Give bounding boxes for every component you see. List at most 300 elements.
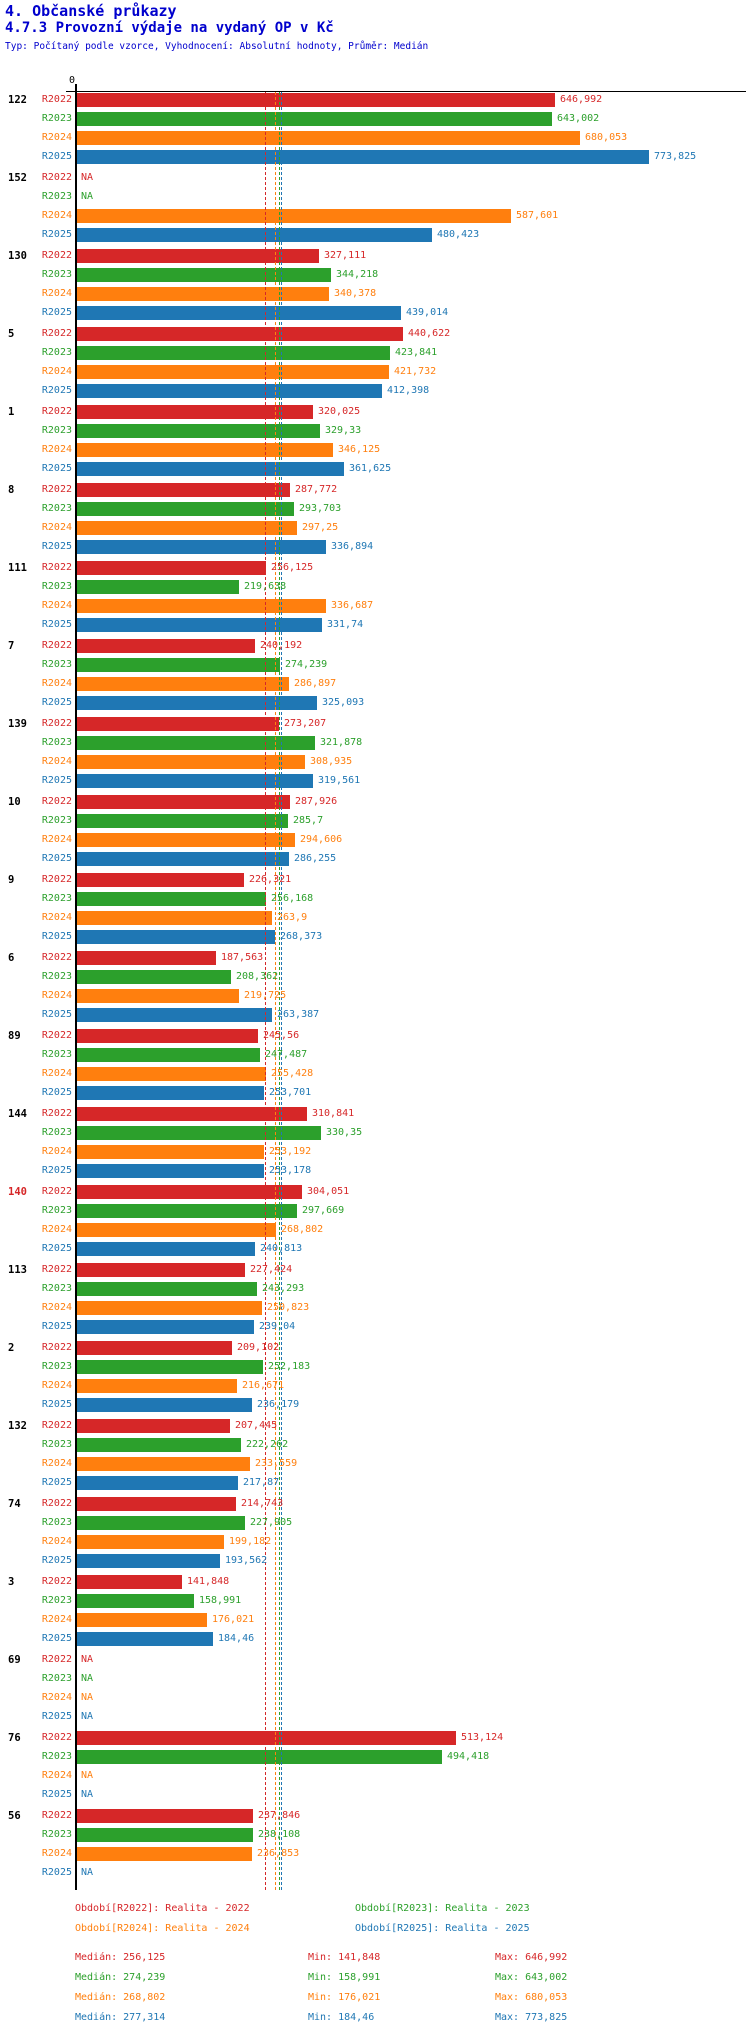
bar-value-label: 236,853 — [257, 1848, 300, 1859]
series-row-label: R2025 — [41, 307, 72, 318]
bar — [77, 1497, 236, 1511]
series-row-label: R2024 — [41, 756, 72, 767]
bar-value-label: 286,897 — [294, 678, 337, 689]
bar — [77, 1554, 220, 1568]
bar-value-label: 336,894 — [331, 541, 374, 552]
bar-value-label: 308,935 — [310, 756, 353, 767]
bar-value-label: 237,846 — [258, 1810, 301, 1821]
bar-value-label: 285,7 — [293, 815, 324, 826]
bar — [77, 561, 266, 575]
bar — [77, 209, 511, 223]
bar-value-label: 643,002 — [557, 113, 600, 124]
bar-value-label: 297,25 — [302, 522, 339, 533]
bar — [77, 1750, 442, 1764]
bar-value-label: 273,207 — [284, 718, 327, 729]
bar — [77, 483, 290, 497]
bar-value-label: 287,772 — [295, 484, 338, 495]
bar — [77, 1457, 250, 1471]
bar-value-label: 287,926 — [295, 796, 338, 807]
series-row-label: R2024 — [41, 1536, 72, 1547]
stat-min: Min: 176,021 — [308, 1992, 381, 2003]
series-row-label: R2023 — [41, 1127, 72, 1138]
bar-value-label: 243,293 — [262, 1283, 305, 1294]
bar — [77, 1360, 263, 1374]
series-row-label: R2024 — [41, 1224, 72, 1235]
bar-value-label: 256,125 — [271, 562, 314, 573]
series-row-label: R2023 — [41, 191, 72, 202]
na-label: NA — [81, 1770, 94, 1781]
bar — [77, 1828, 253, 1842]
series-row-label: R2022 — [41, 484, 72, 495]
bar — [77, 1067, 266, 1081]
series-row-label: R2022 — [41, 1732, 72, 1743]
series-row-label: R2022 — [41, 1498, 72, 1509]
series-row-label: R2025 — [41, 463, 72, 474]
series-row-label: R2025 — [41, 1009, 72, 1020]
bar — [77, 268, 331, 282]
bar — [77, 1301, 262, 1315]
bar-value-label: 346,125 — [338, 444, 381, 455]
series-row-label: R2024 — [41, 522, 72, 533]
stat-max: Max: 643,002 — [495, 1972, 568, 1983]
series-row-label: R2023 — [41, 1673, 72, 1684]
series-row-label: R2025 — [41, 697, 72, 708]
bar-value-label: 184,46 — [218, 1633, 255, 1644]
bar-value-label: 256,168 — [271, 893, 314, 904]
category-label: 76 — [8, 1732, 21, 1744]
bar — [77, 405, 313, 419]
bar — [77, 1223, 276, 1237]
bar-value-label: 320,025 — [318, 406, 361, 417]
bar — [77, 1029, 258, 1043]
bar-value-label: 187,563 — [221, 952, 264, 963]
bar-value-label: 253,701 — [269, 1087, 312, 1098]
bar-value-label: 325,093 — [322, 697, 365, 708]
legend-item: Období[R2025]: Realita - 2025 — [355, 1923, 530, 1934]
bar — [77, 287, 329, 301]
bar — [77, 1398, 252, 1412]
stat-min: Min: 141,848 — [308, 1952, 381, 1963]
series-row-label: R2024 — [41, 912, 72, 923]
series-row-label: R2025 — [41, 541, 72, 552]
series-row-label: R2022 — [41, 718, 72, 729]
bar — [77, 1341, 232, 1355]
bar — [77, 462, 344, 476]
bar-value-label: 263,387 — [277, 1009, 320, 1020]
category-label: 69 — [8, 1654, 21, 1666]
series-row-label: R2024 — [41, 678, 72, 689]
x-axis-line — [66, 91, 746, 92]
bar — [77, 833, 295, 847]
stat-median: Medián: 256,125 — [75, 1952, 166, 1963]
series-row-label: R2024 — [41, 990, 72, 1001]
bar-value-label: 421,732 — [394, 366, 437, 377]
series-row-label: R2025 — [41, 775, 72, 786]
category-label: 56 — [8, 1810, 21, 1822]
stat-min: Min: 158,991 — [308, 1972, 381, 1983]
legend-item: Období[R2022]: Realita - 2022 — [75, 1903, 250, 1914]
series-row-label: R2025 — [41, 151, 72, 162]
bar-value-label: 439,014 — [406, 307, 449, 318]
series-row-label: R2025 — [41, 1477, 72, 1488]
bar-value-label: 207,445 — [235, 1420, 278, 1431]
bar-value-label: 773,825 — [654, 151, 697, 162]
series-row-label: R2025 — [41, 619, 72, 630]
bar-value-label: 245,56 — [263, 1030, 300, 1041]
bar-value-label: 216,671 — [242, 1380, 285, 1391]
na-label: NA — [81, 191, 94, 202]
na-label: NA — [81, 1867, 94, 1878]
bar — [77, 1476, 238, 1490]
series-row-label: R2023 — [41, 1517, 72, 1528]
bar-value-label: 239,04 — [259, 1321, 296, 1332]
na-label: NA — [81, 1789, 94, 1800]
series-row-label: R2022 — [41, 1108, 72, 1119]
bar-value-label: 227,905 — [250, 1517, 293, 1528]
na-label: NA — [81, 172, 94, 183]
bar-value-label: 361,625 — [349, 463, 392, 474]
series-row-label: R2025 — [41, 931, 72, 942]
bar-value-label: 297,669 — [302, 1205, 345, 1216]
bar — [77, 1107, 307, 1121]
series-row-label: R2024 — [41, 1614, 72, 1625]
bar-value-label: 250,823 — [267, 1302, 310, 1313]
series-row-label: R2024 — [41, 444, 72, 455]
stat-max: Max: 646,992 — [495, 1952, 568, 1963]
bar-value-label: 286,255 — [294, 853, 337, 864]
category-label: 7 — [8, 640, 15, 652]
bar — [77, 677, 289, 691]
category-label: 130 — [8, 250, 27, 262]
bar — [77, 717, 279, 731]
bar — [77, 1438, 241, 1452]
bar — [77, 1242, 255, 1256]
bar — [77, 639, 255, 653]
na-label: NA — [81, 1711, 94, 1722]
bar-value-label: 222,262 — [246, 1439, 289, 1450]
bar — [77, 93, 555, 107]
bar — [77, 346, 390, 360]
x-axis-zero-label: 0 — [69, 75, 76, 86]
series-row-label: R2022 — [41, 1654, 72, 1665]
category-label: 144 — [8, 1108, 27, 1120]
series-row-label: R2025 — [41, 1867, 72, 1878]
bar — [77, 150, 649, 164]
series-row-label: R2025 — [41, 1321, 72, 1332]
bar — [77, 1282, 257, 1296]
na-label: NA — [81, 1673, 94, 1684]
series-row-label: R2023 — [41, 581, 72, 592]
bar-value-label: 310,841 — [312, 1108, 355, 1119]
category-label: 74 — [8, 1498, 21, 1510]
series-row-label: R2025 — [41, 1555, 72, 1566]
bar-value-label: 263,9 — [277, 912, 308, 923]
bar — [77, 873, 244, 887]
bar — [77, 1516, 245, 1530]
bar-value-label: 304,051 — [307, 1186, 350, 1197]
bar — [77, 443, 333, 457]
bar-value-label: 412,398 — [387, 385, 430, 396]
category-label: 113 — [8, 1264, 27, 1276]
bar — [77, 618, 322, 632]
page-title: 4.7.3 Provozní výdaje na vydaný OP v Kč — [5, 20, 334, 36]
series-row-label: R2023 — [41, 1049, 72, 1060]
bar — [77, 365, 389, 379]
bar-value-label: 255,428 — [271, 1068, 314, 1079]
bar-value-label: 141,848 — [187, 1576, 230, 1587]
series-row-label: R2022 — [41, 172, 72, 183]
bar-value-label: 199,182 — [229, 1536, 272, 1547]
series-row-label: R2022 — [41, 1810, 72, 1821]
category-label: 6 — [8, 952, 15, 964]
bar — [77, 852, 289, 866]
category-label: 152 — [8, 172, 27, 184]
bar-value-label: 480,423 — [437, 229, 480, 240]
bar — [77, 580, 239, 594]
bar — [77, 755, 305, 769]
series-row-label: R2022 — [41, 250, 72, 261]
stat-median: Medián: 268,802 — [75, 1992, 166, 2003]
series-row-label: R2023 — [41, 113, 72, 124]
bar — [77, 1126, 321, 1140]
series-row-label: R2022 — [41, 562, 72, 573]
bar — [77, 249, 319, 263]
bar-value-label: 240,192 — [260, 640, 303, 651]
bar-value-label: 219,725 — [244, 990, 287, 1001]
stat-median: Medián: 274,239 — [75, 1972, 166, 1983]
bar-value-label: 226,321 — [249, 874, 292, 885]
series-row-label: R2024 — [41, 1380, 72, 1391]
series-row-label: R2023 — [41, 1205, 72, 1216]
bar-value-label: 331,74 — [327, 619, 364, 630]
bar — [77, 112, 552, 126]
bar — [77, 1613, 207, 1627]
series-row-label: R2025 — [41, 385, 72, 396]
bar-value-label: 233,559 — [255, 1458, 298, 1469]
stat-max: Max: 680,053 — [495, 1992, 568, 2003]
bar — [77, 502, 294, 516]
series-row-label: R2025 — [41, 1399, 72, 1410]
bar — [77, 1809, 253, 1823]
bar-value-label: 227,424 — [250, 1264, 293, 1275]
na-label: NA — [81, 1692, 94, 1703]
bar-value-label: 646,992 — [560, 94, 603, 105]
series-row-label: R2023 — [41, 1751, 72, 1762]
category-label: 5 — [8, 328, 15, 340]
bar-value-label: 336,687 — [331, 600, 374, 611]
bar-value-label: 440,622 — [408, 328, 451, 339]
bar-value-label: 247,487 — [265, 1049, 308, 1060]
category-label: 140 — [8, 1186, 27, 1198]
bar — [77, 970, 231, 984]
series-row-label: R2022 — [41, 796, 72, 807]
bar-value-label: 240,813 — [260, 1243, 303, 1254]
series-row-label: R2024 — [41, 288, 72, 299]
series-row-label: R2023 — [41, 659, 72, 670]
series-row-label: R2023 — [41, 893, 72, 904]
series-row-label: R2023 — [41, 971, 72, 982]
series-row-label: R2023 — [41, 269, 72, 280]
category-label: 132 — [8, 1420, 27, 1432]
bar — [77, 1048, 260, 1062]
bar-value-label: 494,418 — [447, 1751, 490, 1762]
series-row-label: R2025 — [41, 1087, 72, 1098]
bar — [77, 306, 401, 320]
series-row-label: R2024 — [41, 366, 72, 377]
series-row-label: R2024 — [41, 1458, 72, 1469]
bar-value-label: 253,178 — [269, 1165, 312, 1176]
bar-value-label: 236,179 — [257, 1399, 300, 1410]
series-row-label: R2025 — [41, 1711, 72, 1722]
series-row-label: R2025 — [41, 229, 72, 240]
bar — [77, 1847, 252, 1861]
bar-value-label: 329,33 — [325, 425, 362, 436]
category-label: 9 — [8, 874, 15, 886]
chart-meta-line: Typ: Počítaný podle vzorce, Vyhodnocení: Absolutní hodnoty, Průměr: Medián — [5, 41, 429, 52]
bar — [77, 131, 580, 145]
stat-min: Min: 184,46 — [308, 2012, 375, 2023]
series-row-label: R2022 — [41, 640, 72, 651]
bar — [77, 1594, 194, 1608]
bar — [77, 989, 239, 1003]
bar — [77, 1204, 297, 1218]
bar — [77, 1320, 254, 1334]
series-row-label: R2024 — [41, 210, 72, 221]
bar-value-label: 238,108 — [258, 1829, 301, 1840]
bar — [77, 1263, 245, 1277]
bar-value-label: 327,111 — [324, 250, 367, 261]
category-label: 10 — [8, 796, 21, 808]
bar — [77, 424, 320, 438]
bar — [77, 599, 326, 613]
bar — [77, 1145, 264, 1159]
series-row-label: R2024 — [41, 834, 72, 845]
bar-value-label: 217,87 — [243, 1477, 280, 1488]
bar — [77, 1086, 264, 1100]
series-row-label: R2022 — [41, 406, 72, 417]
bar — [77, 1185, 302, 1199]
series-row-label: R2023 — [41, 1361, 72, 1372]
series-row-label: R2024 — [41, 1068, 72, 1079]
bar-value-label: 193,562 — [225, 1555, 268, 1566]
bar-value-label: 587,601 — [516, 210, 559, 221]
bar-value-label: 319,561 — [318, 775, 361, 786]
bar-value-label: 252,183 — [268, 1361, 311, 1372]
series-row-label: R2022 — [41, 94, 72, 105]
series-row-label: R2022 — [41, 1342, 72, 1353]
bar — [77, 540, 326, 554]
series-row-label: R2024 — [41, 1692, 72, 1703]
bar-value-label: 268,802 — [281, 1224, 324, 1235]
series-row-label: R2024 — [41, 1146, 72, 1157]
category-label: 111 — [8, 562, 27, 574]
category-label: 8 — [8, 484, 15, 496]
bar-value-label: 680,053 — [585, 132, 628, 143]
bar-value-label: 208,362 — [236, 971, 279, 982]
stat-median: Medián: 277,314 — [75, 2012, 166, 2023]
series-row-label: R2023 — [41, 1829, 72, 1840]
bar — [77, 911, 272, 925]
series-row-label: R2024 — [41, 132, 72, 143]
bar — [77, 521, 297, 535]
category-label: 1 — [8, 406, 15, 418]
series-row-label: R2023 — [41, 1439, 72, 1450]
bar — [77, 930, 275, 944]
stat-max: Max: 773,825 — [495, 2012, 568, 2023]
series-row-label: R2022 — [41, 1420, 72, 1431]
bar — [77, 327, 403, 341]
series-row-label: R2025 — [41, 1633, 72, 1644]
bar-value-label: 294,606 — [300, 834, 343, 845]
category-label: 89 — [8, 1030, 21, 1042]
bar — [77, 1008, 272, 1022]
series-row-label: R2022 — [41, 874, 72, 885]
series-row-label: R2024 — [41, 1848, 72, 1859]
bar — [77, 1164, 264, 1178]
series-row-label: R2024 — [41, 600, 72, 611]
category-label: 122 — [8, 94, 27, 106]
bar-value-label: 513,124 — [461, 1732, 504, 1743]
bar-value-label: 214,743 — [241, 1498, 284, 1509]
series-row-label: R2022 — [41, 1264, 72, 1275]
bar-value-label: 321,878 — [320, 737, 363, 748]
series-row-label: R2022 — [41, 1576, 72, 1587]
bar — [77, 1535, 224, 1549]
bar — [77, 892, 266, 906]
bar-value-label: 274,239 — [285, 659, 328, 670]
bar-value-label: 176,021 — [212, 1614, 255, 1625]
bar — [77, 795, 290, 809]
category-label: 2 — [8, 1342, 15, 1354]
series-row-label: R2024 — [41, 1770, 72, 1781]
bar-value-label: 344,218 — [336, 269, 379, 280]
section-heading: 4. Občanské průkazy — [5, 2, 177, 20]
bar — [77, 1632, 213, 1646]
bar-value-label: 330,35 — [326, 1127, 363, 1138]
bar — [77, 1575, 182, 1589]
series-row-label: R2022 — [41, 1186, 72, 1197]
bar-value-label: 253,192 — [269, 1146, 312, 1157]
series-row-label: R2024 — [41, 1302, 72, 1313]
bar-value-label: 209,102 — [237, 1342, 280, 1353]
bar — [77, 1419, 230, 1433]
bar-value-label: 158,991 — [199, 1595, 242, 1606]
series-row-label: R2023 — [41, 737, 72, 748]
bar — [77, 228, 432, 242]
series-row-label: R2023 — [41, 1595, 72, 1606]
series-row-label: R2025 — [41, 1243, 72, 1254]
series-row-label: R2022 — [41, 328, 72, 339]
series-row-label: R2022 — [41, 1030, 72, 1041]
bar — [77, 384, 382, 398]
series-row-label: R2023 — [41, 503, 72, 514]
series-row-label: R2023 — [41, 347, 72, 358]
series-row-label: R2022 — [41, 952, 72, 963]
series-row-label: R2025 — [41, 1789, 72, 1800]
bar — [77, 1379, 237, 1393]
series-row-label: R2025 — [41, 853, 72, 864]
legend-item: Období[R2024]: Realita - 2024 — [75, 1923, 250, 1934]
category-label: 3 — [8, 1576, 15, 1588]
series-row-label: R2025 — [41, 1165, 72, 1176]
series-row-label: R2023 — [41, 1283, 72, 1294]
series-row-label: R2023 — [41, 425, 72, 436]
legend-item: Období[R2023]: Realita - 2023 — [355, 1903, 530, 1914]
bar-value-label: 340,378 — [334, 288, 377, 299]
series-row-label: R2023 — [41, 815, 72, 826]
bar-value-label: 293,703 — [299, 503, 342, 514]
bar — [77, 951, 216, 965]
